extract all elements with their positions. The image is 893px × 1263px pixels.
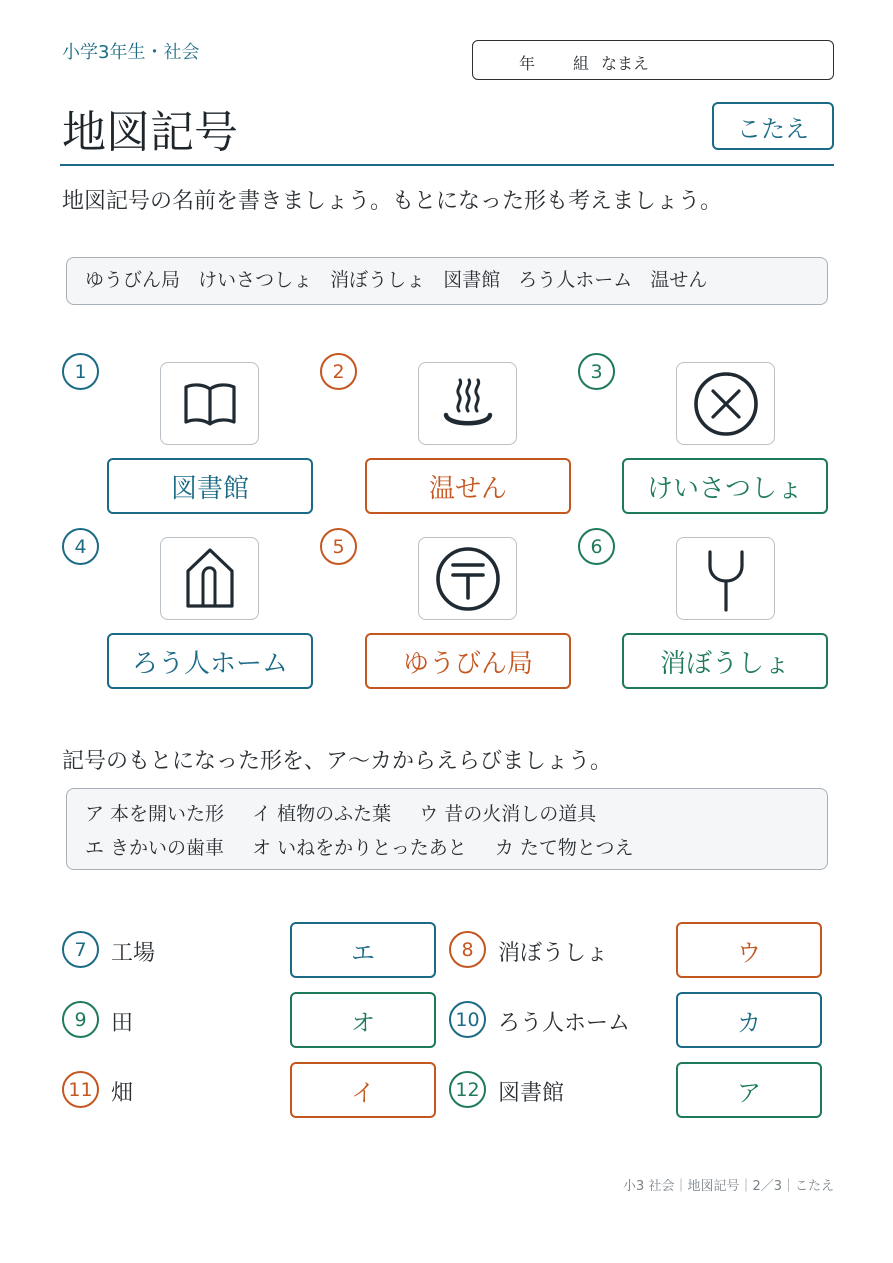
- question-number-6: 6: [578, 528, 615, 565]
- symbol-box-6: [676, 537, 775, 620]
- choices-box: [66, 788, 828, 870]
- answer-box-11[interactable]: イ: [290, 1062, 436, 1118]
- choice-item: イ 植物のふた葉: [252, 803, 392, 825]
- nursing-home-icon: [175, 544, 245, 614]
- hot-spring-icon: [433, 369, 503, 439]
- question-label-12: 図書館: [498, 1081, 565, 1106]
- section2-instruction: 記号のもとになった形を、ア〜カからえらびましょう。: [62, 749, 613, 774]
- word-bank: [66, 257, 828, 305]
- word-bank-item: ろう人ホーム: [518, 269, 633, 291]
- page-title: 地図記号: [62, 107, 238, 158]
- choice-item: ア 本を開いた形: [85, 803, 225, 825]
- symbol-box-1: [160, 362, 259, 445]
- symbol-box-4: [160, 537, 259, 620]
- answer-box-6[interactable]: 消ぼうしょ: [622, 633, 828, 689]
- question-number-5: 5: [320, 528, 357, 565]
- answer-box-4[interactable]: ろう人ホーム: [107, 633, 313, 689]
- word-bank-item: けいさつしょ: [198, 269, 313, 291]
- answer-box-9[interactable]: オ: [290, 992, 436, 1048]
- answer-box-10[interactable]: カ: [676, 992, 822, 1048]
- title-divider: [60, 164, 834, 166]
- answer-box-3[interactable]: けいさつしょ: [622, 458, 828, 514]
- name-label: なまえ: [601, 54, 650, 73]
- choices-line-1: [85, 797, 809, 831]
- post-office-icon: [433, 544, 503, 614]
- question-label-11: 畑: [111, 1081, 134, 1106]
- grade-label: 小学3年生・社会: [62, 42, 200, 63]
- page-footer: 小3 社会｜地図記号｜2／3｜こたえ: [623, 1179, 834, 1194]
- question-number-8: 8: [449, 931, 486, 968]
- police-station-icon: [691, 369, 761, 439]
- word-bank-item: 図書館: [443, 269, 501, 291]
- library-book-icon: [175, 369, 245, 439]
- name-class-label: 組: [573, 54, 590, 73]
- answer-box-1[interactable]: 図書館: [107, 458, 313, 514]
- answer-box-12[interactable]: ア: [676, 1062, 822, 1118]
- name-year-label: 年: [519, 54, 536, 73]
- question-label-8: 消ぼうしょ: [498, 941, 609, 966]
- question-number-11: 11: [62, 1071, 99, 1108]
- question-number-1: 1: [62, 353, 99, 390]
- answer-badge: こたえ: [712, 102, 834, 150]
- choice-item: オ いねをかりとったあと: [252, 837, 467, 859]
- question-number-10: 10: [449, 1001, 486, 1038]
- question-label-10: ろう人ホーム: [498, 1011, 631, 1036]
- fire-station-icon: [691, 544, 761, 614]
- symbol-box-3: [676, 362, 775, 445]
- answer-box-5[interactable]: ゆうびん局: [365, 633, 571, 689]
- section1-instruction: 地図記号の名前を書きましょう。もとになった形も考えましょう。: [62, 189, 723, 214]
- word-bank-item: ゆうびん局: [85, 269, 181, 291]
- question-number-3: 3: [578, 353, 615, 390]
- question-number-12: 12: [449, 1071, 486, 1108]
- question-label-7: 工場: [111, 941, 156, 966]
- symbol-box-5: [418, 537, 517, 620]
- name-field[interactable]: [472, 40, 834, 80]
- answer-box-7[interactable]: エ: [290, 922, 436, 978]
- question-label-9: 田: [111, 1011, 134, 1036]
- choice-item: カ たて物とつえ: [494, 837, 634, 859]
- answer-box-2[interactable]: 温せん: [365, 458, 571, 514]
- symbol-box-2: [418, 362, 517, 445]
- choice-item: エ きかいの歯車: [85, 837, 225, 859]
- question-number-7: 7: [62, 931, 99, 968]
- answer-box-8[interactable]: ウ: [676, 922, 822, 978]
- word-bank-item: 消ぼうしょ: [330, 269, 426, 291]
- question-number-2: 2: [320, 353, 357, 390]
- choices-line-2: [85, 831, 809, 865]
- question-number-9: 9: [62, 1001, 99, 1038]
- word-bank-item: 温せん: [650, 269, 708, 291]
- question-number-4: 4: [62, 528, 99, 565]
- choice-item: ウ 昔の火消しの道具: [419, 803, 597, 825]
